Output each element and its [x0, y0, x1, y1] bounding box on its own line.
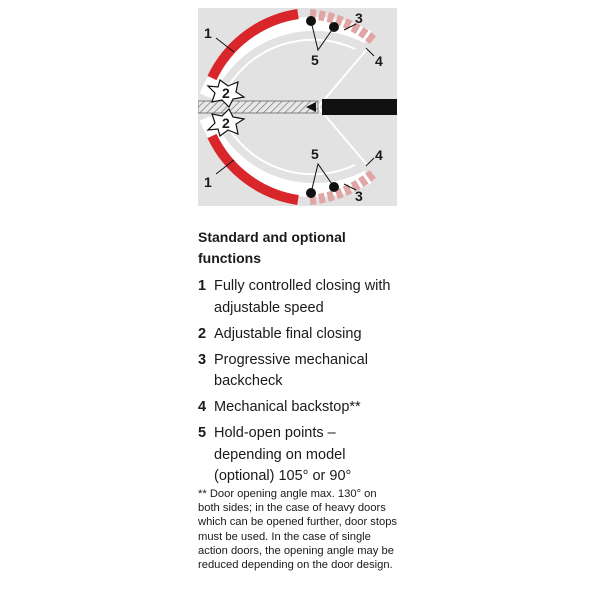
- function-text: Mechanical backstop**: [214, 399, 361, 415]
- function-text: Hold-open points – depending on model (optional) 105° or 90°: [214, 425, 352, 484]
- callout-4-bottom: 4: [375, 147, 383, 163]
- callout-2-top: 2: [222, 85, 230, 101]
- callout-1-bottom: 1: [204, 174, 212, 190]
- function-number: 1: [198, 278, 207, 294]
- function-list: [198, 276, 398, 492]
- function-text: Progressive mechanical backcheck: [214, 351, 368, 389]
- footnote: ** Door opening angle max. 130° on both sides; in the case of heavy doors which can be opened further, door stops must be used. In the case of single action doors, the opening angle may be reduced depending on the door design.: [198, 488, 398, 572]
- function-item-4: [198, 397, 398, 419]
- callout-1-top: 1: [204, 25, 212, 41]
- callout-5-bottom: 5: [311, 146, 319, 162]
- callout-2-bottom: 2: [222, 115, 230, 131]
- function-number: 3: [198, 351, 207, 368]
- door-leaf: [322, 99, 397, 115]
- function-text: Adjustable final closing: [214, 325, 362, 342]
- door-swing-diagram: [198, 8, 397, 206]
- callout-3-top: 3: [355, 10, 363, 26]
- function-number: 4: [198, 399, 207, 415]
- legend-heading: Standard and optional functions: [198, 229, 346, 266]
- function-number: 5: [198, 425, 207, 441]
- function-item-1: [198, 276, 398, 319]
- callout-3-bottom: 3: [355, 188, 363, 204]
- function-item-2: [198, 324, 398, 346]
- callout-4-top: 4: [375, 53, 383, 69]
- callout-5-top: 5: [311, 52, 319, 68]
- frame-wall: [198, 101, 318, 113]
- function-text: Fully controlled closing with adjustable speed: [214, 278, 391, 316]
- function-number: 2: [198, 325, 207, 342]
- function-item-5: [198, 423, 398, 488]
- function-item-3: [198, 350, 398, 393]
